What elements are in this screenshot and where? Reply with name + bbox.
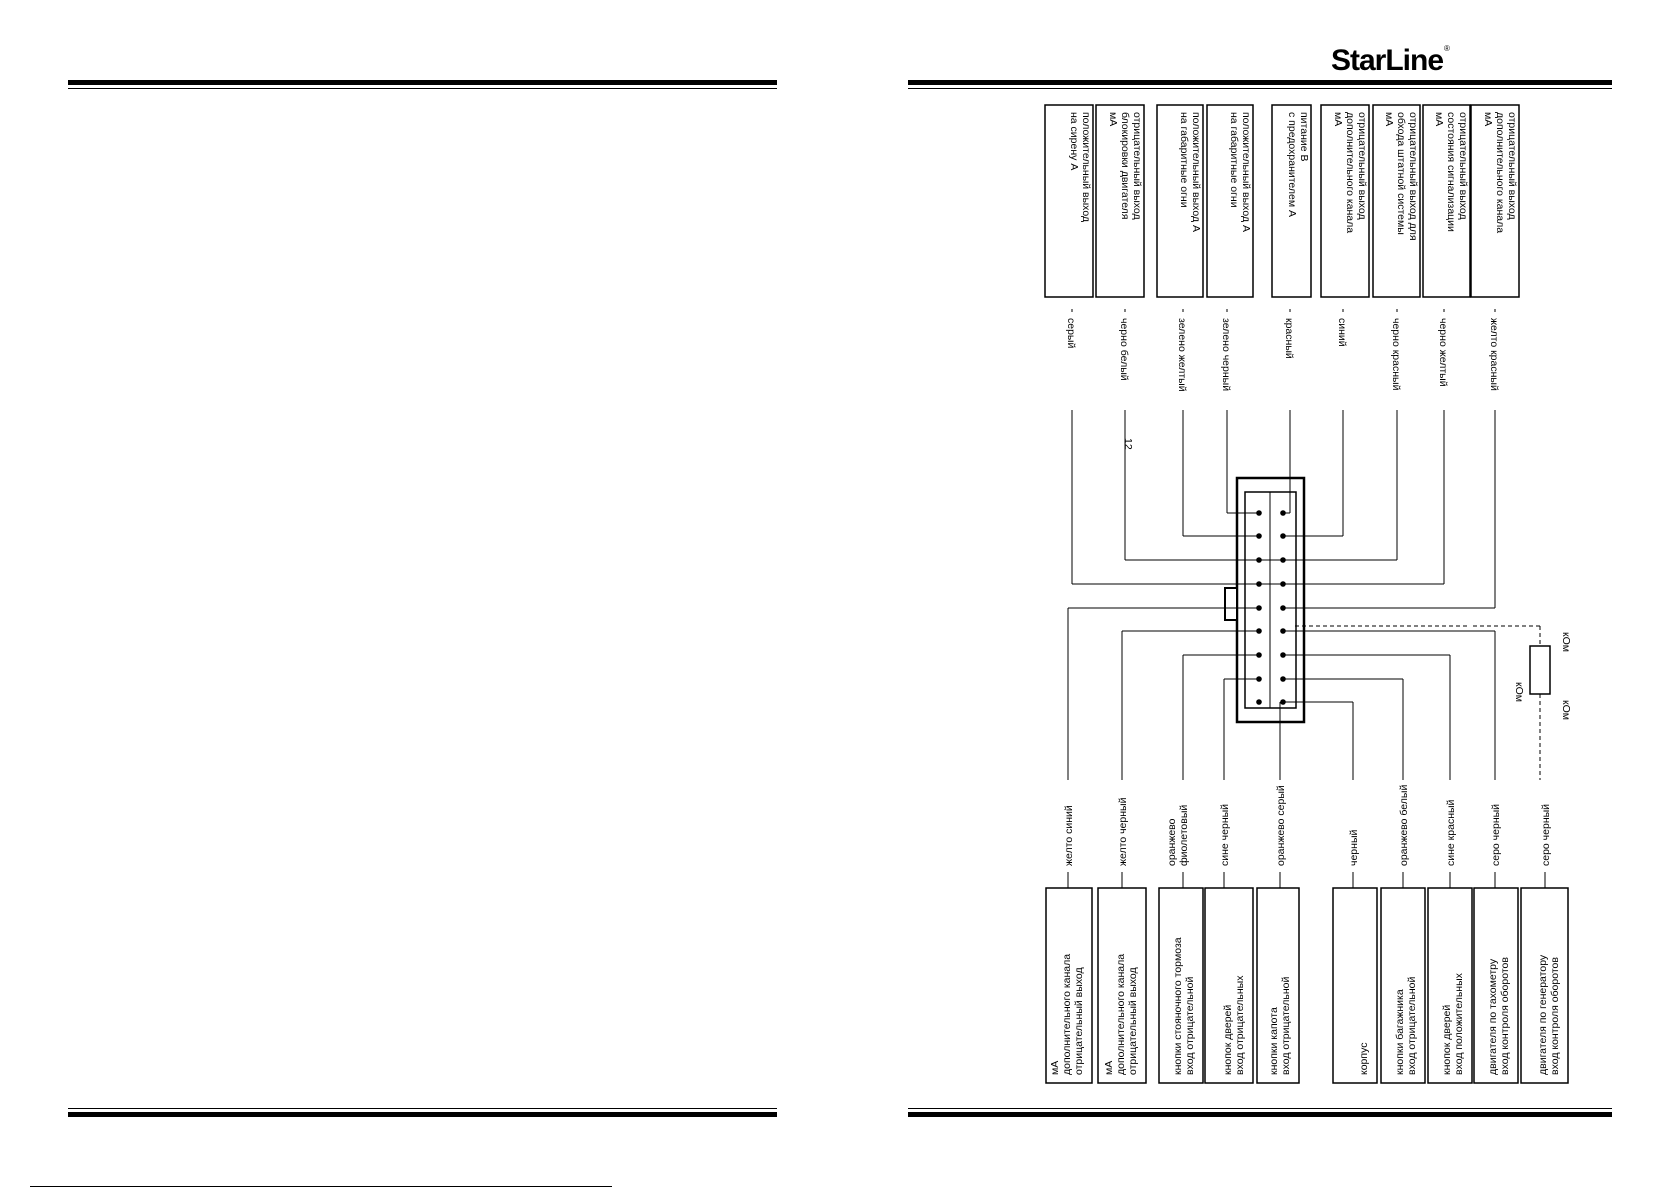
resistor-label-left: кОм	[1560, 700, 1572, 720]
connector-pin	[1256, 699, 1262, 705]
top-box-text: отрицательный выход	[1457, 112, 1469, 220]
top-box-text: отрицательный выход	[1506, 112, 1518, 220]
top-wire-label: зелено желтый	[1176, 318, 1188, 392]
bottom-wire-label: серо черный	[1540, 803, 1552, 866]
bottom-function-box	[1333, 888, 1377, 1083]
bottom-box-text: корпус	[1358, 1042, 1370, 1075]
bottom-box-text: мА	[1103, 1060, 1115, 1075]
top-box-text: питание В	[1298, 112, 1310, 162]
top-box-text: мА	[1332, 112, 1344, 127]
top-box-text: дополнительного канала	[1344, 112, 1356, 234]
top-box-text: блокировки двигателя	[1119, 112, 1131, 220]
bottom-box-text: кнопки стояночного тормоза	[1172, 937, 1184, 1075]
bottom-box-text: кнопки багажника	[1394, 989, 1406, 1075]
bottom-box-text: двигателя по генератору	[1537, 954, 1549, 1075]
connector	[1225, 478, 1304, 722]
bottom-wire-label: оранжево серый	[1275, 785, 1287, 866]
wire-labels	[1063, 318, 1552, 866]
top-box-text: мА	[1383, 112, 1395, 127]
top-box-text: мА	[1107, 112, 1119, 127]
bottom-wire-label: сине черный	[1219, 803, 1231, 866]
top-box-text: отрицательный выход для	[1407, 112, 1419, 241]
bottom-wire-label: сине красный	[1445, 799, 1457, 866]
top-box-text: положительный выход А	[1190, 112, 1202, 232]
bottom-box-text: кнопок дверей	[1441, 1004, 1453, 1075]
bottom-wire-label: желто черный	[1117, 797, 1129, 866]
resistor	[1295, 626, 1572, 780]
bottom-box-text: вход отрицательной	[1184, 976, 1196, 1075]
pin-number-label: 12	[1122, 438, 1134, 450]
bottom-box-text: вход контроля оборотов	[1499, 957, 1511, 1075]
bottom-function-boxes	[1046, 888, 1568, 1083]
brand-name: StarLine	[1331, 44, 1444, 77]
top-wire-label: черно желтый	[1437, 318, 1449, 387]
top-box-text: дополнительного канала	[1494, 112, 1506, 234]
wire-routes	[1068, 309, 1545, 888]
top-box-text: отрицательный выход	[1356, 112, 1368, 220]
top-box-text: положительный выход	[1080, 112, 1092, 223]
bottom-box-text: вход отрицательной	[1280, 976, 1292, 1075]
top-wire-label: серый	[1065, 318, 1077, 349]
bottom-box-text: кнопки капота	[1268, 1007, 1280, 1075]
bottom-box-text: вход отрицательных	[1234, 975, 1246, 1075]
top-wire-label: красный	[1283, 318, 1295, 359]
top-wire-label: черно красный	[1390, 318, 1402, 391]
top-wire-label: зелено черный	[1220, 318, 1232, 392]
bottom-box-text: отрицательный выход	[1127, 967, 1139, 1075]
bottom-box-text: дополнительного канала	[1061, 953, 1073, 1075]
bottom-wire-label: оранжево	[1166, 818, 1178, 866]
resistor-value: кОм	[1513, 682, 1525, 702]
bottom-wire-label: серо черный	[1490, 803, 1502, 866]
top-wire-label: желто красный	[1488, 318, 1500, 391]
top-function-boxes	[1045, 105, 1519, 297]
top-box-text: на габаритные огни	[1228, 112, 1240, 208]
bottom-wire-label: оранжево белый	[1398, 784, 1410, 866]
top-box-text: мА	[1482, 112, 1494, 127]
registered-mark: ®	[1444, 44, 1449, 53]
bottom-box-text: кнопок дверей	[1222, 1004, 1234, 1075]
bottom-box-text: отрицательный выход	[1073, 967, 1085, 1075]
bottom-box-text: вход положительных	[1453, 973, 1465, 1075]
top-box-text: на сирену А	[1068, 112, 1080, 171]
bottom-box-text: мА	[1049, 1060, 1061, 1075]
top-box-text: на габаритные огни	[1178, 112, 1190, 208]
bottom-box-text: вход отрицательной	[1406, 976, 1418, 1075]
bottom-box-text: дополнительного канала	[1115, 953, 1127, 1075]
top-wire-label: синий	[1336, 318, 1348, 347]
bottom-wire-label: желто синий	[1063, 805, 1075, 866]
top-box-text: мА	[1433, 112, 1445, 127]
bottom-wire-label: черный	[1348, 829, 1360, 866]
top-wire-label: черно белый	[1118, 318, 1130, 381]
bottom-box-text: двигателя по тахометру	[1487, 958, 1499, 1075]
bottom-box-text: вход контроля оборотов	[1549, 957, 1561, 1075]
top-box-text: обхода штатной системы	[1395, 112, 1407, 235]
top-box-text: с предохранителем А	[1286, 112, 1298, 218]
resistor-label-right: кОм	[1560, 632, 1572, 652]
bottom-wire-label: фиолетовый	[1178, 804, 1190, 866]
top-box-text: отрицательный выход	[1131, 112, 1143, 220]
connector-pins	[1256, 510, 1286, 705]
top-box-text: состояния сигнализации	[1445, 112, 1457, 232]
top-box-text: положительный выход А	[1240, 112, 1252, 232]
